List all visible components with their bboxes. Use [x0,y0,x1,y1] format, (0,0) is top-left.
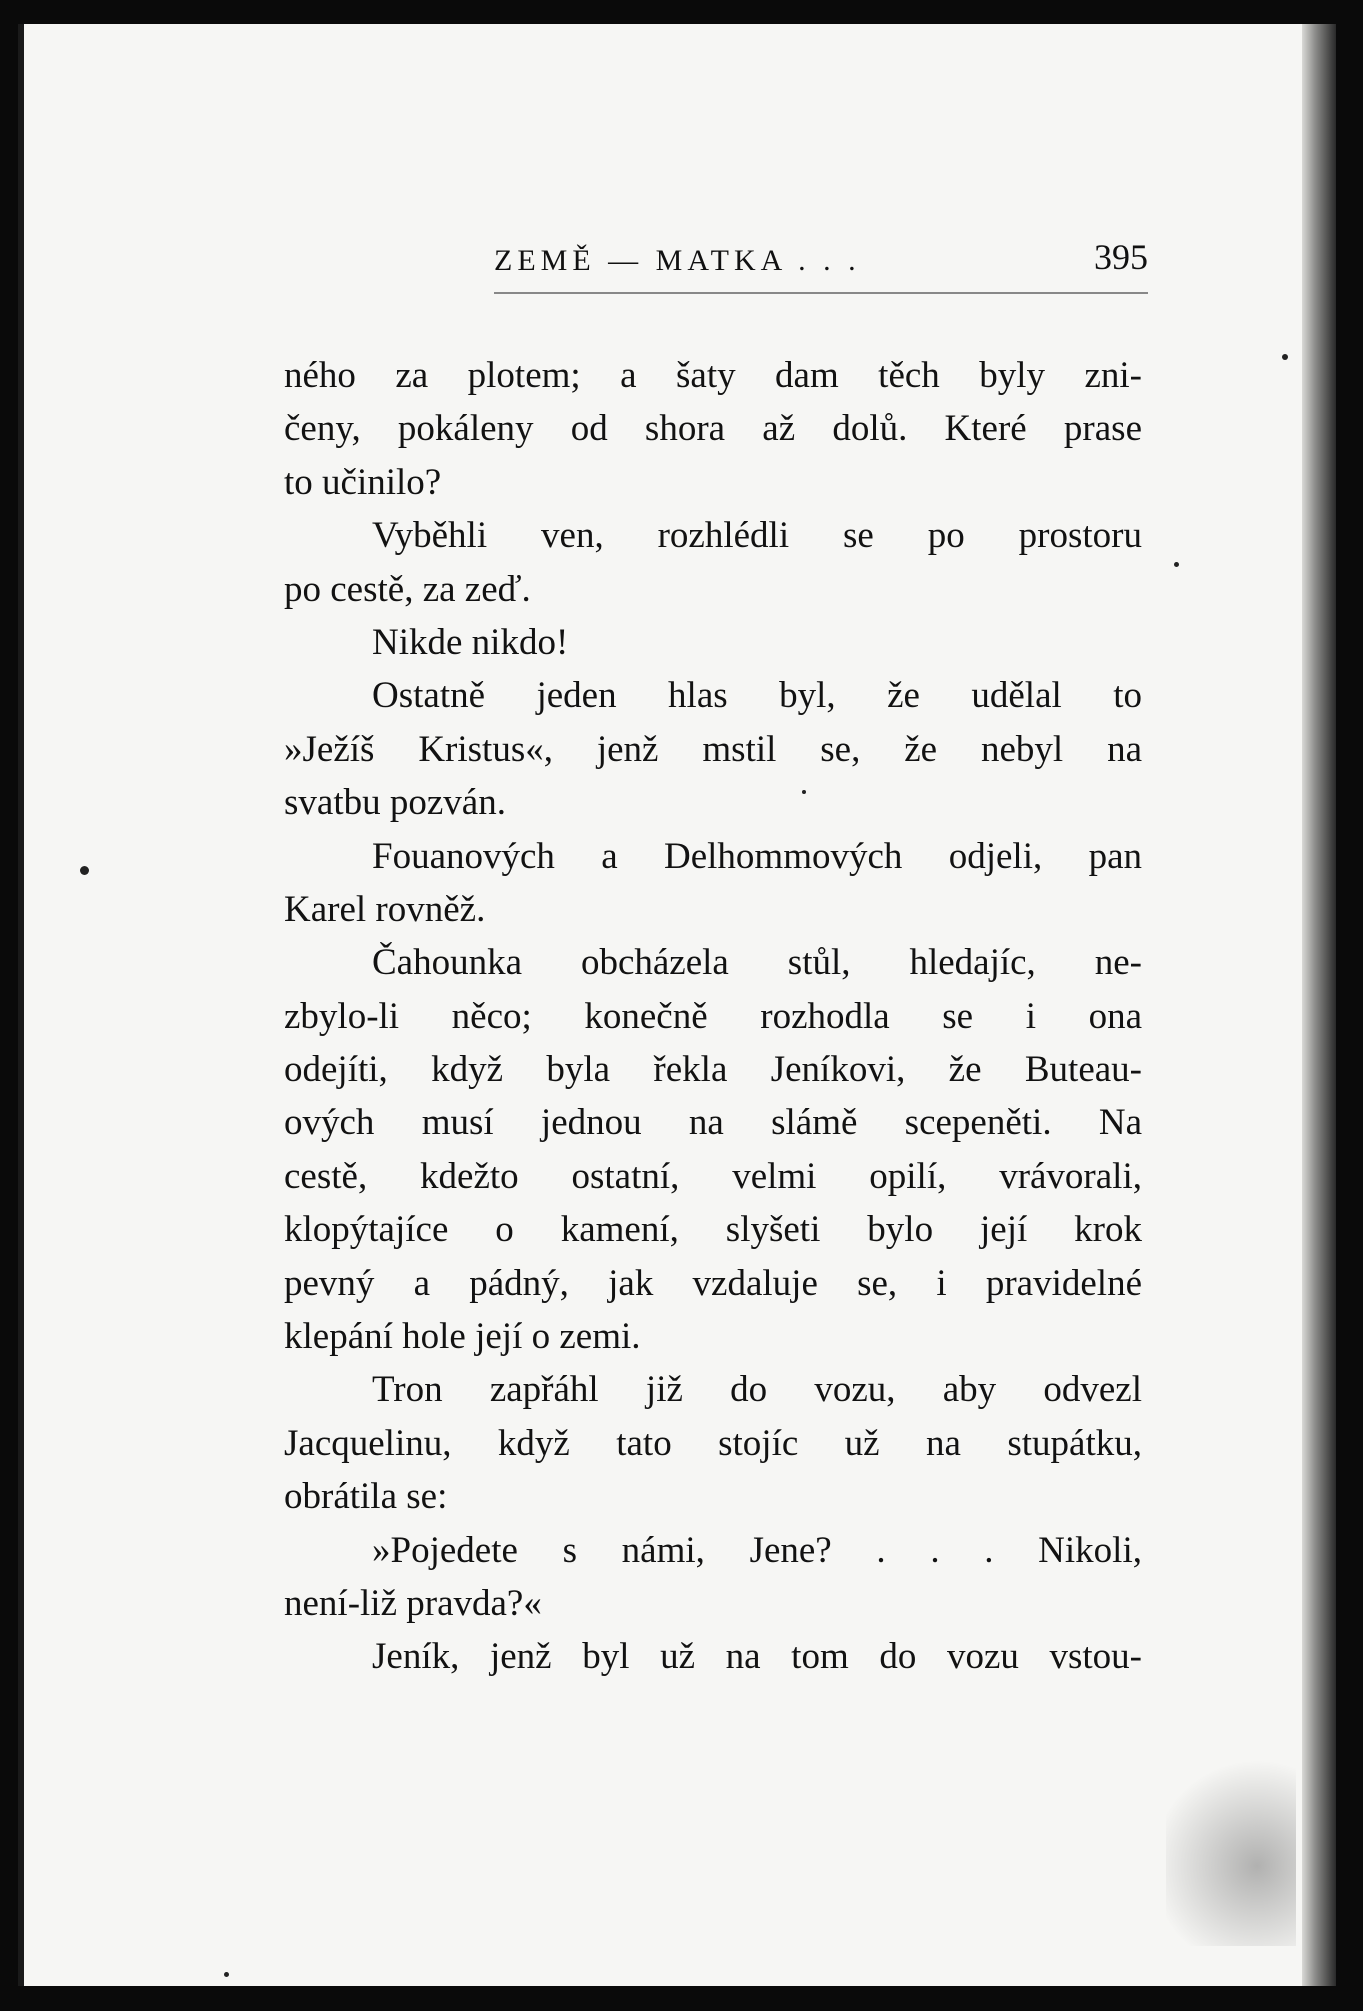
dust-speck [80,866,89,875]
book-page [18,24,1336,1986]
page-number: 395 [1094,237,1148,277]
text-line: Ostatně jeden hlas byl, že udělal to [372,675,1142,717]
text-line: ného za plotem; a šaty dam těch byly zni- [284,355,1142,396]
text-line: pevný a pádný, jak vzdaluje se, i pravidelné [284,1262,1142,1304]
page-header [494,236,1148,294]
text-line: to učinilo? [284,461,442,503]
page-edge-shadow [1302,24,1336,1986]
text-line: zbylo-li něco; konečně rozhodla se i ona [284,995,1142,1037]
text-line: není-liž pravda?« [284,1582,542,1624]
text-line: klepání hole její o zemi. [284,1316,641,1358]
text-line: odejíti, když byla řekla Jeníkovi, že Buteau- [284,1049,1142,1091]
text-line: »Pojedete s námi, Jene? . . . Nikoli, [372,1529,1142,1571]
text-line: ových musí jednou na slámě scepeněti. Na [284,1102,1142,1144]
text-line: Jacquelinu, když tato stojíc už na stupátku, [284,1422,1142,1464]
text-line: Tron zapřáhl již do vozu, aby odvezl [372,1369,1142,1411]
dust-speck [224,1972,229,1977]
text-line: »Ježíš Kristus«, jenž mstil se, že nebyl na [284,728,1142,770]
text-line: Čahounka obcházela stůl, hledajíc, ne- [372,942,1142,984]
text-line: Karel rovněž. [284,888,486,930]
text-line: cestě, kdežto ostatní, velmi opilí, vrávorali, [284,1155,1142,1197]
text-line: po cestě, za zeď. [284,568,531,610]
text-line: klopýtajíce o kamení, slyšeti bylo její krok [284,1209,1142,1251]
text-line: svatbu pozván. [284,782,506,824]
text-line: obrátila se: [284,1476,448,1518]
text-line: Jeník, jenž byl už na tom do vozu vstou- [372,1636,1142,1678]
text-line: čeny, pokáleny od shora až dolů. Které prase [284,408,1142,450]
text-line: Nikde nikdo! [372,621,569,663]
header-rule [494,292,1148,294]
page-wear [1166,1746,1296,1946]
dust-speck [1174,562,1179,567]
text-line: Fouanových a Delhommových odjeli, pan [372,835,1142,877]
dust-speck [802,790,806,794]
body-text [284,349,1142,1684]
dust-speck [1282,354,1288,360]
running-title: ZEMĚ — MATKA . . . [494,244,861,277]
text-line: Vyběhli ven, rozhlédli se po prostoru [372,515,1142,557]
